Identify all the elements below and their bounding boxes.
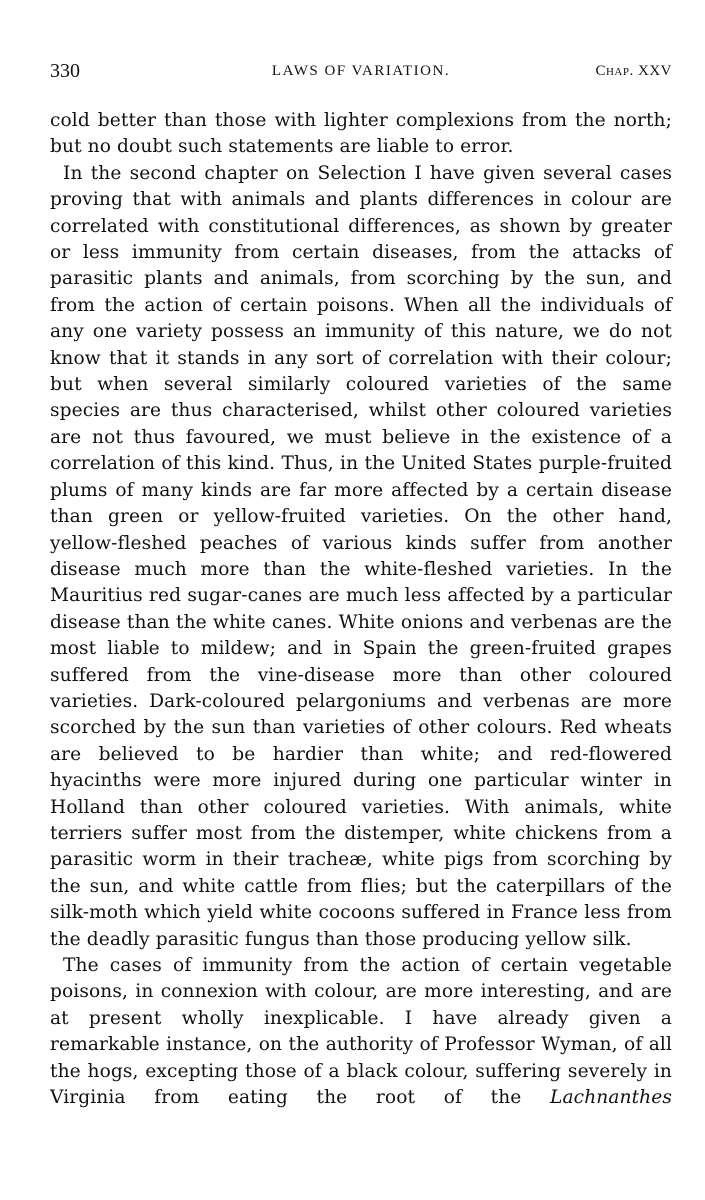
paragraph-colour-correlation: In the second chapter on Selection I have given several cases proving that with animals and plants differences in colour are correlated with constitutional differences, as shown by greater or less immunity from certain diseases, from the attacks of parasitic plants and animals, from scorching by the sun, and from the action of certain poisons. When all the individuals of any one variety possess an immunity of this nature, we do not know that it stands in any sort of correlation with their colour; but when several similarly coloured varieties of the same species are thus characterised, whilst other coloured varieties are not thus favoured, we must believe in the existence of a correlation of this kind. Thus, in the United States purple-fruited plums of many kinds are far more affected by a certain disease than green or yellow-fruited varieties. On the other hand, yellow-fleshed peaches of various kinds suffer from another disease much more than the white-fleshed varieties. In the Mauritius red sugar-canes are much less affected by a particular disease than the white canes. White onions and verbenas are the most liable to mildew; and in Spain the green-fruited grapes suffered from the vine-disease more than other coloured varieties. Dark-coloured pelargoniums and verbenas are more scorched by the sun than varieties of other colours. Red wheats are believed to be hardier than white; and red-flowered hyacinths were more injured during one particular winter in Holland than other coloured varieties. With animals, white terriers suffer most from the distemper, white chickens from a parasitic worm in their tracheæ, white pigs from scorching by the sun, and white cattle from flies; but the caterpillars of the silk-moth which yield white cocoons suffered in France less from the deadly parasitic fungus than those producing yellow silk. — [50, 162, 672, 950]
chapter-label: Chap. XXV — [595, 63, 672, 79]
paragraph-poisons-text: The cases of immunity from the action of certain vegetable poisons, in connexion with colour, are more interesting, and are at present wholly inexplicable. I have already given a remarkable instance, on the authority of Professor Wyman, of all the hogs, excepting those of a black colour, suffering severely in Virginia from eating the root of the — [50, 955, 672, 1109]
paragraph-poisons — [50, 953, 672, 1111]
page-body — [50, 108, 672, 1111]
paragraph-continued: cold better than those with lighter complexions from the north; but no doubt such statements are liable to error. — [50, 110, 672, 158]
italic-plant-name: Lachnanthes — [550, 1087, 672, 1109]
running-title: LAWS OF VARIATION. — [271, 63, 451, 79]
page-number: 330 — [50, 60, 80, 82]
page-header — [50, 60, 672, 88]
